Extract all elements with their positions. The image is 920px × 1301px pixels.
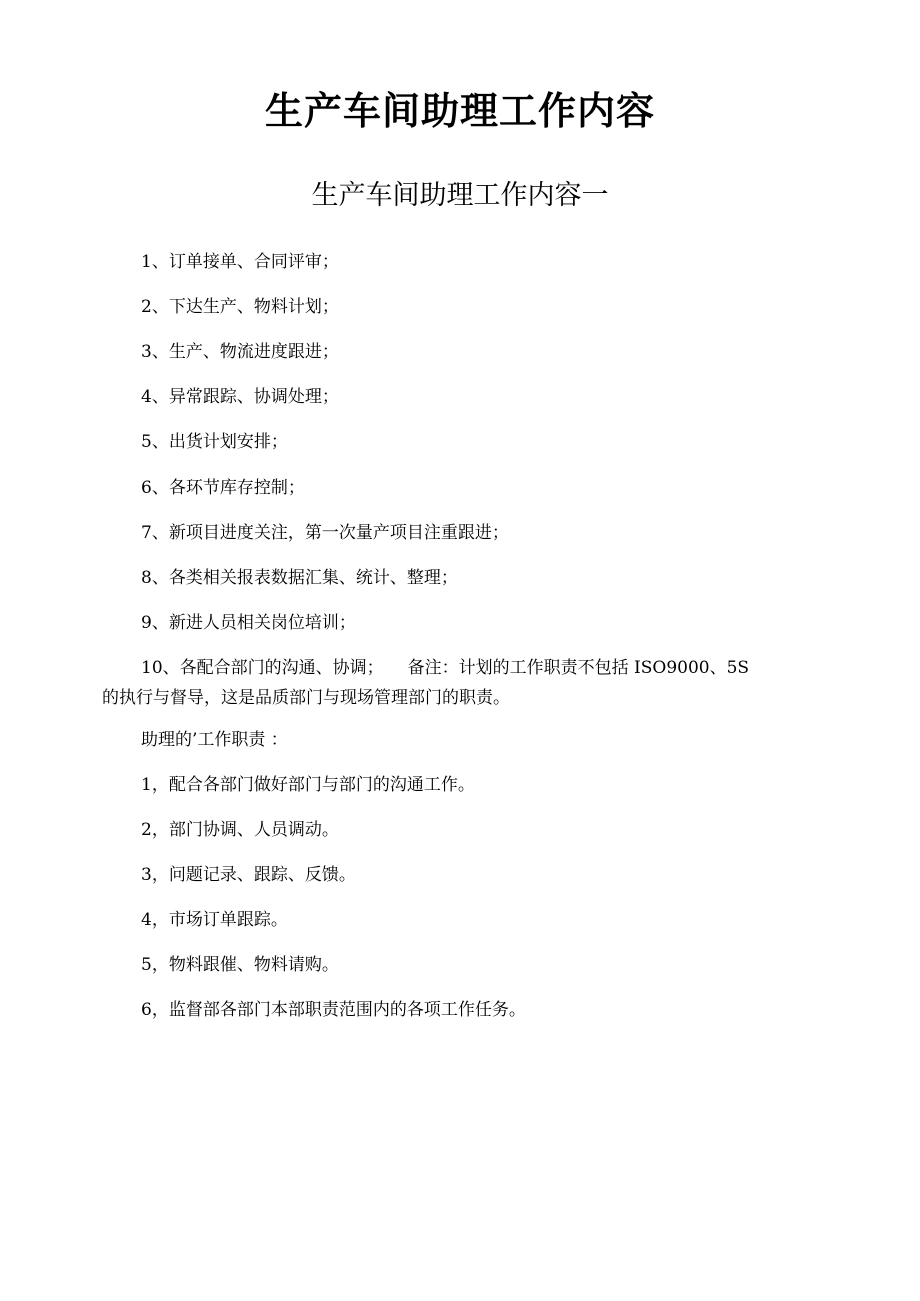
- item10-note-continued: 的执行与督导，这是品质部门与现场管理部门的职责。: [102, 688, 510, 708]
- duty-item: 6，监督部各部门本部职责范围内的各项工作任务。: [141, 1000, 526, 1020]
- duty-item: 3，问题记录、跟踪、反馈。: [141, 865, 356, 885]
- list-item: 3、生产、物流进度跟进；: [141, 342, 339, 362]
- list-item: 1、订单接单、合同评审；: [141, 252, 339, 272]
- duty-item: 2，部门协调、人员调动。: [141, 820, 339, 840]
- duty-item: 1，配合各部门做好部门与部门的沟通工作。: [141, 775, 475, 795]
- item10-lead: 10、各配合部门的沟通、协调；: [141, 658, 384, 678]
- duty-item: 5，物料跟催、物料请购。: [141, 955, 339, 975]
- duties-heading: 助理的’工作职责 ：: [141, 730, 288, 750]
- document-title: 生产车间助理工作内容: [264, 88, 655, 133]
- list-item-10: [102, 653, 802, 713]
- section-title: 生产车间助理工作内容一: [311, 180, 609, 211]
- item10-note: 备注：计划的工作职责不包括 ISO9000、5S: [407, 658, 750, 678]
- list-item: 7、新项目进度关注，第一次量产项目注重跟进；: [141, 523, 509, 543]
- list-item: 8、各类相关报表数据汇集、统计、整理；: [141, 568, 458, 588]
- list-item: 2、下达生产、物料计划；: [141, 297, 339, 317]
- list-item: 4、异常跟踪、协调处理；: [141, 387, 339, 407]
- duty-item: 4，市场订单跟踪。: [141, 910, 288, 930]
- list-item: 9、新进人员相关岗位培训；: [141, 613, 356, 633]
- list-item: 6、各环节库存控制；: [141, 478, 305, 498]
- list-item: 5、出货计划安排；: [141, 432, 288, 452]
